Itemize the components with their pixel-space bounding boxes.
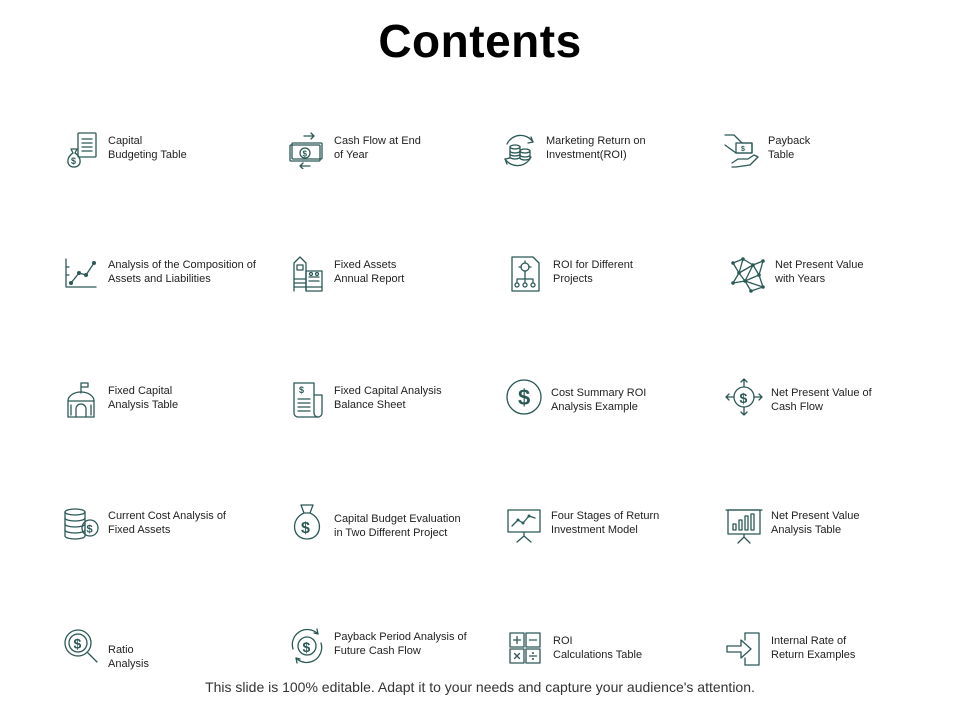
- institution-building-icon: [62, 381, 100, 419]
- dollar-circle-icon: [505, 378, 543, 416]
- contents-item[interactable]: [288, 381, 503, 425]
- svg-text:$: $: [71, 156, 77, 166]
- contents-item[interactable]: [62, 627, 277, 671]
- svg-text:$: $: [518, 385, 531, 410]
- presentation-board-bar-chart-icon: [725, 506, 763, 544]
- svg-text:$: $: [299, 385, 305, 395]
- contents-item[interactable]: [500, 131, 715, 175]
- budget-document-money-bag-icon: [62, 131, 100, 169]
- item-label: Capital Budgeting Table: [108, 135, 187, 161]
- coins-cycle-icon: [500, 131, 538, 169]
- footer-note: This slide is 100% editable. Adapt it to your needs and capture your audience's attention.: [205, 679, 755, 695]
- cash-flow-exchange-icon: [288, 131, 326, 169]
- item-label: Net Present Value of Cash Flow: [771, 387, 872, 413]
- buildings-icon: [288, 255, 326, 293]
- item-label: ROI Calculations Table: [553, 635, 643, 661]
- item-label: Marketing Return on Investment(ROI): [546, 135, 646, 161]
- dollar-receipt-icon: [288, 381, 326, 419]
- item-label: ROI for Different Projects: [553, 259, 633, 285]
- calculator-icon: [507, 630, 545, 668]
- item-label: Fixed Capital Analysis Table: [108, 385, 179, 411]
- contents-item[interactable]: [505, 506, 720, 550]
- sign-in-arrow-icon: [725, 630, 763, 668]
- item-label: Net Present Value with Years: [775, 259, 864, 285]
- item-label: Current Cost Analysis of Fixed Assets: [108, 510, 226, 536]
- svg-text:$: $: [301, 520, 310, 537]
- item-label: Fixed Assets Annual Report: [334, 259, 405, 285]
- dollar-magnifier-icon: [62, 627, 100, 665]
- contents-item[interactable]: [507, 255, 722, 299]
- contents-item[interactable]: [62, 131, 277, 175]
- item-label: Internal Rate of Return Examples: [771, 635, 856, 661]
- item-label: Four Stages of Return Investment Model: [551, 510, 660, 536]
- dollar-arrows-out-icon: [725, 378, 763, 416]
- item-label: Cost Summary ROI Analysis Example: [551, 387, 647, 413]
- item-label: Capital Budget Evaluation in Two Different Project: [334, 513, 461, 539]
- contents-item[interactable]: [729, 255, 944, 299]
- dollar-refresh-icon: [288, 627, 326, 665]
- hand-giving-money-icon: [722, 131, 760, 169]
- svg-text:$: $: [739, 390, 748, 406]
- contents-item[interactable]: [725, 630, 940, 674]
- line-graph-icon: [62, 255, 100, 293]
- contents-item[interactable]: [288, 255, 503, 299]
- presentation-chart-icon: [505, 506, 543, 544]
- page-title: Contents: [378, 15, 582, 67]
- item-label: Ratio Analysis: [108, 644, 149, 670]
- contents-item[interactable]: [722, 131, 937, 175]
- svg-text:$: $: [302, 639, 311, 655]
- coin-stack-dollar-icon: [62, 506, 100, 544]
- item-label: Payback Table: [768, 135, 811, 161]
- svg-text:$: $: [86, 523, 93, 536]
- svg-text:$: $: [302, 149, 307, 159]
- contents-item[interactable]: [507, 630, 722, 674]
- money-bag-icon: [288, 503, 326, 541]
- item-label: Analysis of the Composition of Assets and Liabilities: [108, 259, 256, 285]
- contents-item[interactable]: [725, 378, 940, 422]
- contents-item[interactable]: [288, 503, 503, 547]
- document-gear-icon: [507, 255, 545, 293]
- svg-text:$: $: [741, 146, 745, 153]
- item-label: Fixed Capital Analysis Balance Sheet: [334, 385, 442, 411]
- svg-text:$: $: [73, 635, 82, 652]
- contents-item[interactable]: [62, 506, 277, 550]
- item-label: Payback Period Analysis of Future Cash Flow: [334, 631, 467, 657]
- contents-item[interactable]: [288, 131, 503, 175]
- contents-item[interactable]: [505, 378, 720, 422]
- item-label: Cash Flow at End of Year: [334, 135, 421, 161]
- network-nodes-icon: [729, 255, 767, 293]
- contents-item[interactable]: [62, 255, 277, 299]
- item-label: Net Present Value Analysis Table: [771, 510, 860, 536]
- contents-item[interactable]: [62, 381, 277, 425]
- contents-item[interactable]: [725, 506, 940, 550]
- contents-item[interactable]: [288, 627, 503, 671]
